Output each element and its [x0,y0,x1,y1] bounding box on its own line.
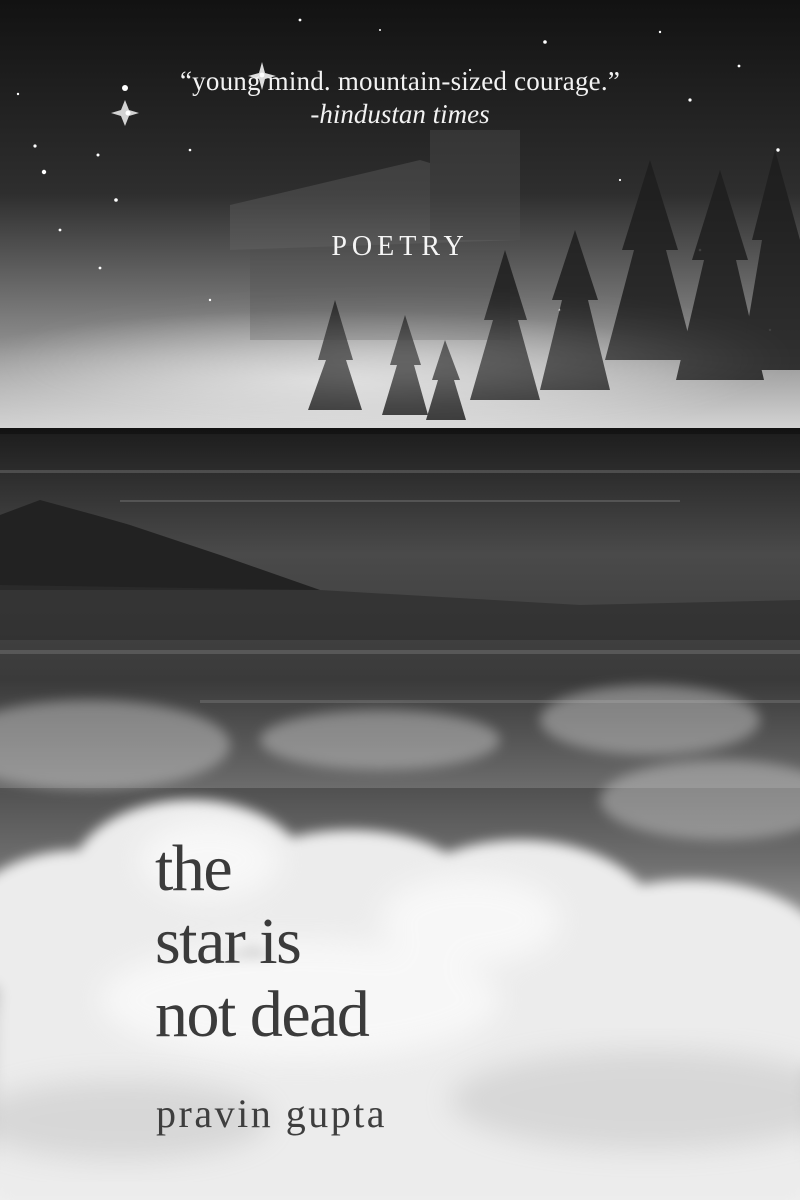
mist [0,300,800,420]
title-line: the [155,832,232,905]
quote-source: -hindustan times [310,99,490,129]
genre-label: POETRY [331,231,469,262]
horizon-line [0,428,800,434]
author-name: pravin gupta [156,1091,388,1136]
book-title [155,832,368,1051]
review-quote: “young mind. mountain-sized courage.” [179,66,621,96]
title-line: star is [155,905,301,978]
title-line: not dead [155,978,369,1051]
